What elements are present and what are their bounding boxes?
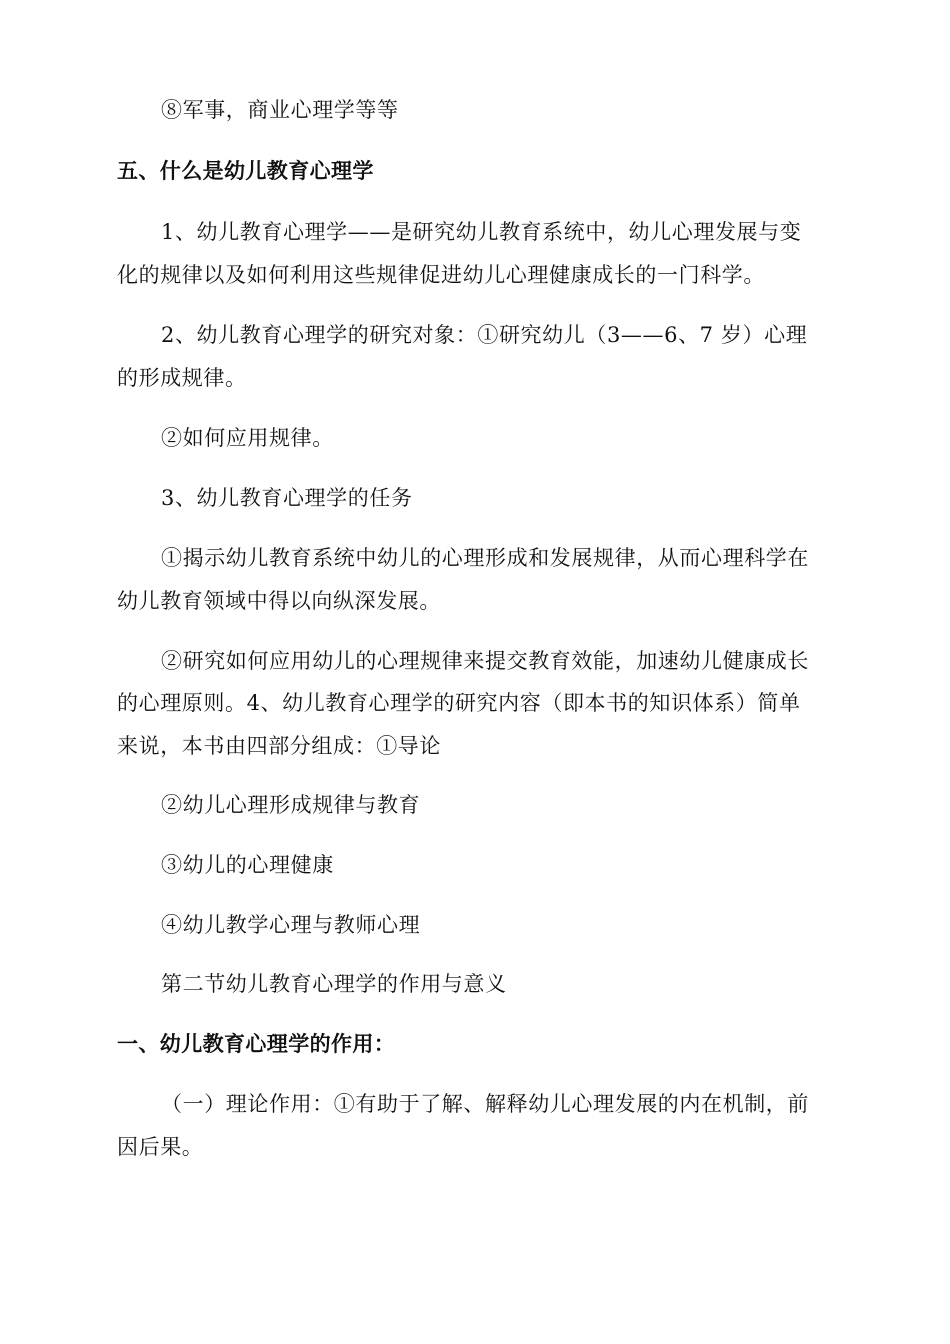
paragraph-task-two-line-1: ②研究如何应用幼儿的心理规律来提交教育效能，加速幼儿健康成长: [161, 649, 809, 673]
text-line-part-two: ②幼儿心理形成规律与教育: [161, 793, 421, 817]
paragraph-theory-role-line-1: （一）理论作用：①有助于了解、解释幼儿心理发展的内在机制，前: [161, 1092, 809, 1116]
paragraph-task-two-line-2: 的心理原则。4、幼儿教育心理学的研究内容（即本书的知识体系）简单: [117, 691, 801, 715]
paragraph-definition-line-2: 化的规律以及如何利用这些规律促进幼儿心理健康成长的一门科学。: [117, 263, 765, 287]
paragraph-task-one-line-1: ①揭示幼儿教育系统中幼儿的心理形成和发展规律，从而心理科学在: [161, 546, 809, 570]
paragraph-definition-line-1: 1、幼儿教育心理学——是研究幼儿教育系统中，幼儿心理发展与变: [161, 220, 802, 244]
text-line-part-three: ③幼儿的心理健康: [161, 853, 334, 877]
section-title-second: 第二节幼儿教育心理学的作用与意义: [161, 972, 507, 996]
text-line-tasks: 3、幼儿教育心理学的任务: [161, 486, 413, 510]
paragraph-research-object-line-2: 的形成规律。: [117, 366, 247, 390]
text-line-apply-rules: ②如何应用规律。: [161, 426, 334, 450]
paragraph-task-two-line-3: 来说，本书由四部分组成：①导论: [117, 734, 441, 758]
text-line-part-four: ④幼儿教学心理与教师心理: [161, 913, 421, 937]
paragraph-theory-role-line-2: 因后果。: [117, 1135, 204, 1159]
paragraph-research-object-line-1: 2、幼儿教育心理学的研究对象：①研究幼儿（3——6、7 岁）心理: [161, 323, 808, 347]
text-line-military-commercial-psychology: ⑧军事，商业心理学等等: [161, 98, 399, 122]
section-heading-five: 五、什么是幼儿教育心理学: [117, 159, 374, 183]
paragraph-task-one-line-2: 幼儿教育领域中得以向纵深发展。: [117, 589, 441, 613]
section-heading-one: 一、幼儿教育心理学的作用：: [117, 1032, 396, 1056]
